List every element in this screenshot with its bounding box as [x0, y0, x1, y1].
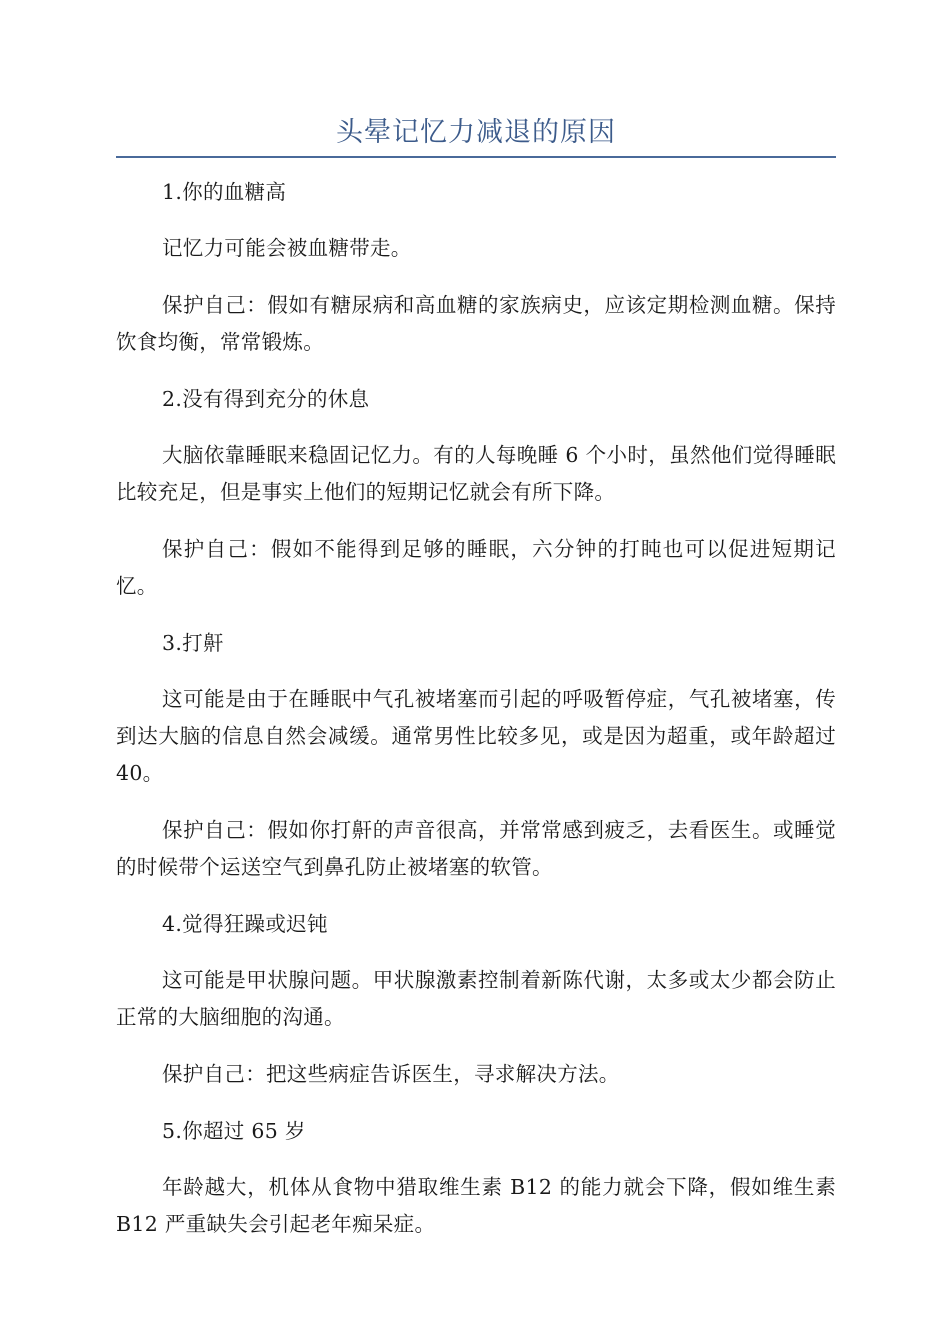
section-heading-3: 3.打鼾 [162, 631, 224, 655]
body-paragraph: 大脑依靠睡眠来稳固记忆力。有的人每晚睡 6 个小时，虽然他们觉得睡眠比较充足，但是事实上他们的短期记忆就会有所下降。 [116, 443, 836, 504]
page-title: 头晕记忆力减退的原因 [336, 117, 616, 148]
body-paragraph: 这可能是甲状腺问题。甲状腺激素控制着新陈代谢，太多或太少都会防止正常的大脑细胞的沟通。 [116, 968, 836, 1029]
body-paragraph: 年龄越大，机体从食物中猎取维生素 B12 的能力就会下降，假如维生素 B12 严重缺失会引起老年痴呆症。 [116, 1175, 836, 1236]
title-block [116, 112, 836, 158]
section-heading-5: 5.你超过 65 岁 [162, 1119, 306, 1143]
section-heading-1: 1.你的血糖高 [162, 180, 287, 204]
body-paragraph: 记忆力可能会被血糖带走。 [162, 236, 412, 260]
body-paragraph: 这可能是由于在睡眠中气孔被堵塞而引起的呼吸暂停症，气孔被堵塞，传到达大脑的信息自然会减缓。通常男性比较多见，或是因为超重，或年龄超过 40。 [116, 687, 836, 785]
body-paragraph: 保护自己：假如你打鼾的声音很高，并常常感到疲乏，去看医生。或睡觉的时候带个运送空气到鼻孔防止被堵塞的软管。 [116, 818, 836, 879]
section-heading-4: 4.觉得狂躁或迟钝 [162, 912, 328, 936]
body-paragraph: 保护自己：假如有糖尿病和高血糖的家族病史，应该定期检测血糖。保持饮食均衡，常常锻炼。 [116, 293, 836, 354]
document-body [116, 174, 836, 1263]
section-heading-2: 2.没有得到充分的休息 [162, 387, 370, 411]
body-paragraph: 保护自己：把这些病症告诉医生，寻求解决方法。 [162, 1062, 620, 1086]
body-paragraph: 保护自己：假如不能得到足够的睡眠，六分钟的打盹也可以促进短期记忆。 [116, 537, 836, 598]
